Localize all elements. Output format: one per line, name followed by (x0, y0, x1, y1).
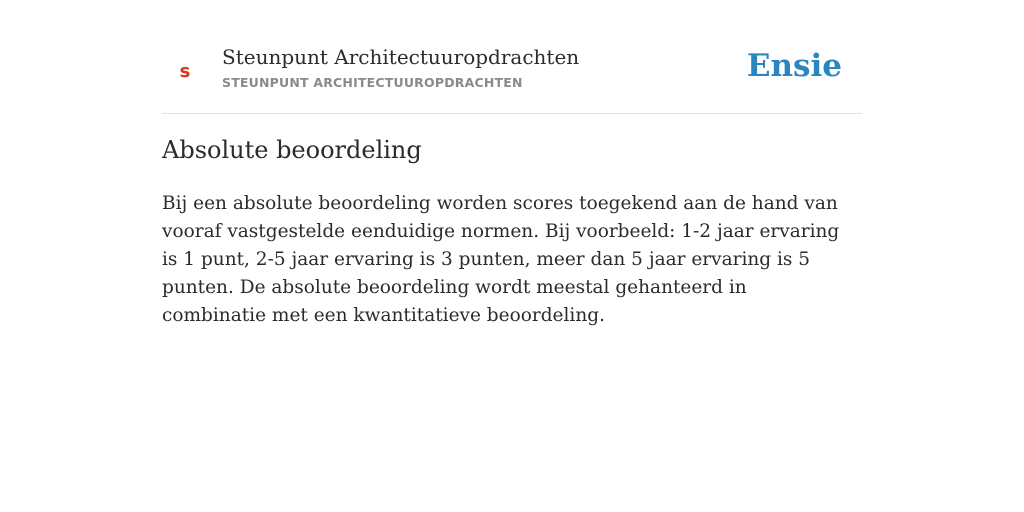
org-logo-icon[interactable]: s (179, 60, 191, 82)
ensie-logo[interactable]: Ensie (746, 48, 842, 84)
definition-text: Bij een absolute beoordeling worden scores toegekend aan de hand van vooraf vastgestelde eenduidige normen. Bij voorbeeld: 1-2 jaar ervaring is 1 punt, 2-5 jaar ervaring is 3 punten, meer dan 5 jaar ervaring is 5 punten. De absolute beoordeling wordt meestal gehanteerd in combinatie met een kwantitatieve beoordeling. (162, 193, 840, 326)
org-name[interactable]: Steunpunt Architectuuropdrachten (222, 45, 580, 69)
card-header (162, 0, 862, 114)
org-subtitle: STEUNPUNT ARCHITECTUUROPDRACHTEN (222, 75, 523, 90)
term-title: Absolute beoordeling (162, 136, 422, 164)
definition-card (162, 0, 862, 326)
